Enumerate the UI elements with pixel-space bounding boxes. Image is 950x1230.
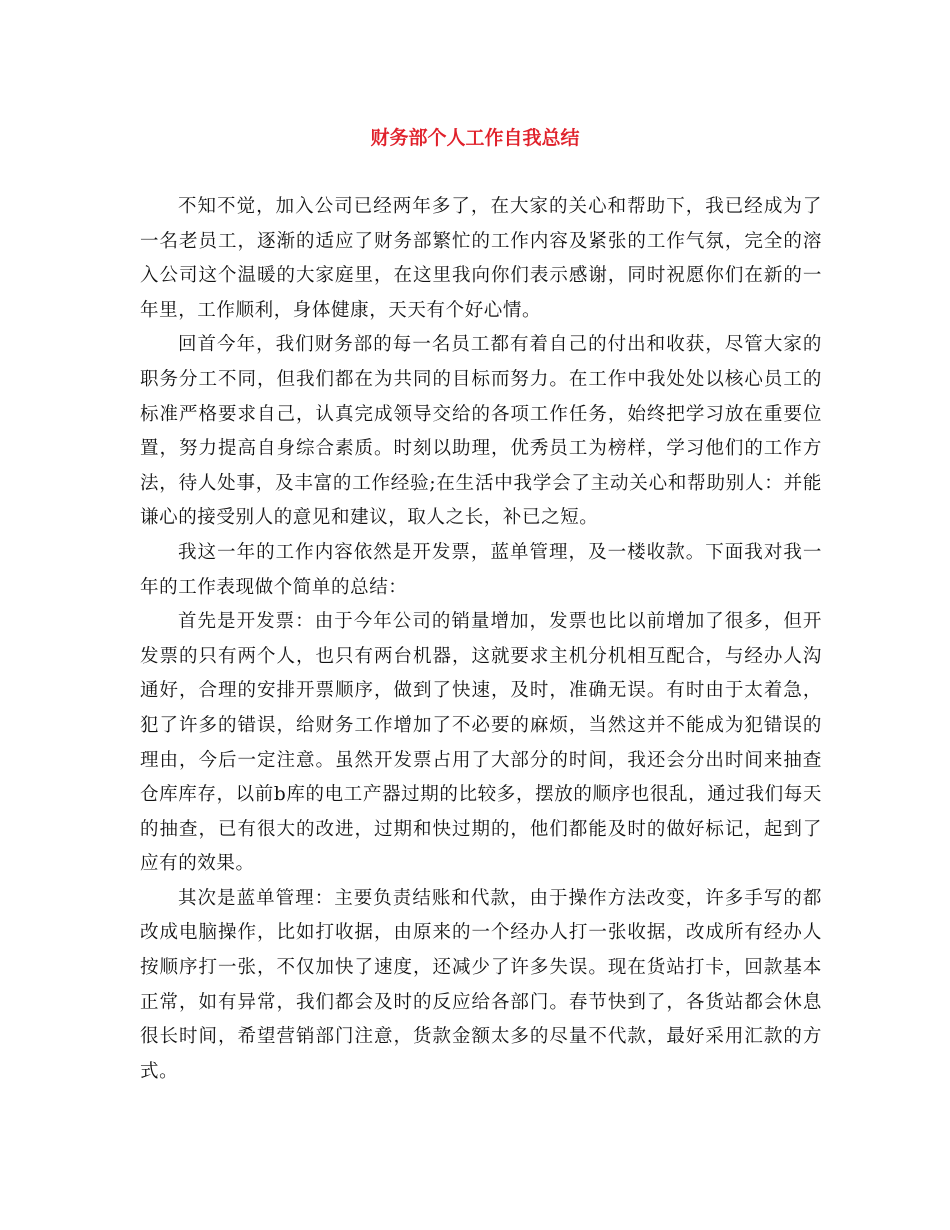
- paragraph-intro: 不知不觉，加入公司已经两年多了，在大家的关心和帮助下，我已经成为了一名老员工，逐渐的适应了财务部繁忙的工作内容及紧张的工作气氛，完全的溶入公司这个温暖的大家庭里，在这里我向你们表示感谢，同时祝愿你们在新的一年里，工作顺利，身体健康，天天有个好心情。: [140, 196, 822, 321]
- paragraph-review: 回首今年，我们财务部的每一名员工都有着自己的付出和收获，尽管大家的职务分工不同，但我们都在为共同的目标而努力。在工作中我处处以核心员工的标准严格要求自己，认真完成领导交给的各项工作任务，始终把学习放在重要位置，努力提高自身综合素质。时刻以助理，优秀员工为榜样，学习他们的工作方法，待人处事，及丰富的工作经验;在生活中我学会了主动关心和帮助别人：并能谦心的接受别人的意见和建议，取人之长，补已之短。: [140, 334, 822, 529]
- document-title: 财务部个人工作自我总结: [370, 127, 580, 149]
- document-body: [140, 190, 822, 1089]
- paragraph-blue-slip-management: 其次是蓝单管理：主要负责结账和代款，由于操作方法改变，许多手写的都改成电脑操作，比如打收据，由原来的一个经办人打一张收据，改成所有经办人按顺序打一张，不仅加快了速度，还减少了许多失误。现在货站打卡，回款基本正常，如有异常，我们都会及时的反应给各部门。春节快到了，各货站都会休息很长时间，希望营销部门注意，货款金额太多的尽量不代款，最好采用汇款的方式。: [140, 887, 822, 1082]
- paragraph-work-content: 我这一年的工作内容依然是开发票，蓝单管理，及一楼收款。下面我对我一年的工作表现做个简单的总结：: [140, 541, 822, 598]
- paragraph-invoicing: 首先是开发票：由于今年公司的销量增加，发票也比以前增加了很多，但开发票的只有两个人，也只有两台机器，这就要求主机分机相互配合，与经办人沟通好，合理的安排开票顺序，做到了快速，及时，准确无误。有时由于太着急，犯了许多的错误，给财务工作增加了不必要的麻烦，当然这并不能成为犯错误的理由，今后一定注意。虽然开发票占用了大部分的时间，我还会分出时间来抽查仓库库存，以前b库的电工产器过期的比较多，摆放的顺序也很乱，通过我们每天的抽查，已有很大的改进，过期和快过期的，他们都能及时的做好标记，起到了应有的效果。: [140, 611, 822, 875]
